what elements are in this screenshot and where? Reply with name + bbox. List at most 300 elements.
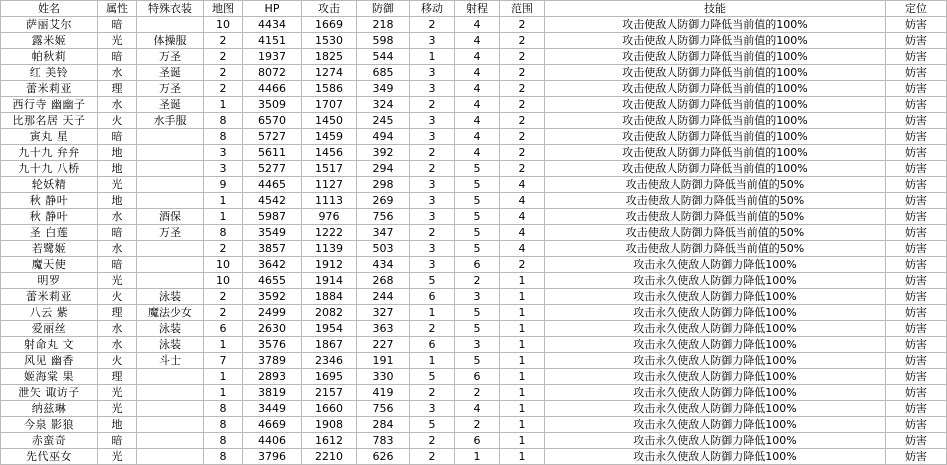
cell-map: 7	[204, 353, 243, 369]
cell-costume: 万圣	[137, 225, 204, 241]
cell-area: 1	[500, 273, 545, 289]
cell-range: 4	[455, 401, 500, 417]
cell-position: 妨害	[886, 209, 947, 225]
cell-defense: 434	[357, 257, 410, 273]
cell-attribute: 地	[98, 417, 137, 433]
column-header-name: 姓名	[1, 1, 98, 17]
cell-attribute: 水	[98, 321, 137, 337]
cell-map: 8	[204, 113, 243, 129]
cell-skill: 攻击使敌人防御力降低当前值的50%	[545, 177, 886, 193]
cell-range: 4	[455, 65, 500, 81]
column-header-attribute: 属性	[98, 1, 137, 17]
cell-movement: 5	[410, 417, 455, 433]
table-row	[1, 81, 947, 97]
cell-name: 蕾米莉亚	[1, 289, 98, 305]
cell-attack: 1867	[302, 337, 357, 353]
cell-attribute: 暗	[98, 257, 137, 273]
cell-position: 妨害	[886, 33, 947, 49]
cell-hp: 5611	[243, 145, 302, 161]
cell-name: 先代巫女	[1, 449, 98, 465]
cell-skill: 攻击使敌人防御力降低当前值的50%	[545, 225, 886, 241]
cell-area: 2	[500, 257, 545, 273]
cell-area: 2	[500, 145, 545, 161]
cell-range: 5	[455, 209, 500, 225]
cell-skill: 攻击使敌人防御力降低当前值的100%	[545, 97, 886, 113]
cell-costume: 水手服	[137, 113, 204, 129]
cell-area: 1	[500, 369, 545, 385]
cell-movement: 2	[410, 449, 455, 465]
cell-skill: 攻击永久使敌人防御力降低100%	[545, 401, 886, 417]
cell-movement: 5	[410, 369, 455, 385]
cell-area: 2	[500, 81, 545, 97]
cell-defense: 349	[357, 81, 410, 97]
cell-position: 妨害	[886, 225, 947, 241]
cell-map: 10	[204, 257, 243, 273]
cell-map: 2	[204, 81, 243, 97]
cell-attack: 1912	[302, 257, 357, 273]
cell-map: 3	[204, 161, 243, 177]
cell-costume	[137, 193, 204, 209]
cell-costume	[137, 385, 204, 401]
cell-hp: 4465	[243, 177, 302, 193]
cell-name: 西行寺 幽幽子	[1, 97, 98, 113]
cell-attribute: 水	[98, 241, 137, 257]
cell-attribute: 暗	[98, 225, 137, 241]
cell-range: 4	[455, 81, 500, 97]
cell-area: 1	[500, 337, 545, 353]
cell-area: 2	[500, 33, 545, 49]
cell-movement: 2	[410, 17, 455, 33]
cell-attribute: 火	[98, 289, 137, 305]
cell-hp: 2630	[243, 321, 302, 337]
cell-position: 妨害	[886, 401, 947, 417]
cell-range: 4	[455, 113, 500, 129]
cell-attack: 1450	[302, 113, 357, 129]
cell-name: 寅丸 星	[1, 129, 98, 145]
table-row	[1, 433, 947, 449]
cell-hp: 3857	[243, 241, 302, 257]
cell-attribute: 水	[98, 209, 137, 225]
cell-range: 5	[455, 193, 500, 209]
cell-position: 妨害	[886, 337, 947, 353]
cell-hp: 5727	[243, 129, 302, 145]
cell-attribute: 水	[98, 337, 137, 353]
cell-movement: 3	[410, 241, 455, 257]
cell-costume: 万圣	[137, 81, 204, 97]
cell-costume: 魔法少女	[137, 305, 204, 321]
cell-hp: 5987	[243, 209, 302, 225]
cell-movement: 3	[410, 65, 455, 81]
cell-name: 比那名居 天子	[1, 113, 98, 129]
cell-attack: 1825	[302, 49, 357, 65]
cell-map: 1	[204, 337, 243, 353]
table-row	[1, 321, 947, 337]
cell-position: 妨害	[886, 433, 947, 449]
cell-attribute: 理	[98, 305, 137, 321]
cell-attribute: 光	[98, 449, 137, 465]
cell-attribute: 水	[98, 65, 137, 81]
cell-skill: 攻击永久使敌人防御力降低100%	[545, 257, 886, 273]
cell-range: 4	[455, 145, 500, 161]
cell-movement: 6	[410, 289, 455, 305]
cell-position: 妨害	[886, 369, 947, 385]
cell-attack: 1456	[302, 145, 357, 161]
cell-map: 6	[204, 321, 243, 337]
cell-movement: 2	[410, 225, 455, 241]
cell-attribute: 水	[98, 97, 137, 113]
cell-attack: 1612	[302, 433, 357, 449]
table-row	[1, 209, 947, 225]
cell-defense: 685	[357, 65, 410, 81]
cell-position: 妨害	[886, 289, 947, 305]
table-row	[1, 337, 947, 353]
cell-attribute: 光	[98, 273, 137, 289]
cell-movement: 2	[410, 433, 455, 449]
column-header-attack: 攻击	[302, 1, 357, 17]
table-row	[1, 369, 947, 385]
cell-attack: 976	[302, 209, 357, 225]
cell-area: 1	[500, 417, 545, 433]
cell-movement: 5	[410, 273, 455, 289]
cell-position: 妨害	[886, 305, 947, 321]
cell-name: 今泉 影狼	[1, 417, 98, 433]
cell-range: 5	[455, 353, 500, 369]
cell-costume	[137, 449, 204, 465]
cell-area: 1	[500, 305, 545, 321]
cell-name: 明罗	[1, 273, 98, 289]
cell-attribute: 暗	[98, 49, 137, 65]
cell-attack: 1530	[302, 33, 357, 49]
cell-attack: 1222	[302, 225, 357, 241]
cell-name: 姬海棠 果	[1, 369, 98, 385]
cell-defense: 598	[357, 33, 410, 49]
cell-costume	[137, 145, 204, 161]
cell-attack: 2157	[302, 385, 357, 401]
cell-movement: 3	[410, 177, 455, 193]
cell-hp: 4542	[243, 193, 302, 209]
cell-range: 6	[455, 257, 500, 273]
cell-costume	[137, 241, 204, 257]
cell-costume	[137, 161, 204, 177]
cell-costume	[137, 129, 204, 145]
cell-attribute: 地	[98, 193, 137, 209]
cell-range: 5	[455, 225, 500, 241]
cell-defense: 294	[357, 161, 410, 177]
table-row	[1, 449, 947, 465]
cell-map: 3	[204, 145, 243, 161]
cell-defense: 756	[357, 401, 410, 417]
table-row	[1, 161, 947, 177]
cell-hp: 3819	[243, 385, 302, 401]
column-header-position: 定位	[886, 1, 947, 17]
cell-hp: 3549	[243, 225, 302, 241]
cell-movement: 2	[410, 321, 455, 337]
cell-attack: 2082	[302, 305, 357, 321]
cell-attack: 1914	[302, 273, 357, 289]
cell-costume: 体操服	[137, 33, 204, 49]
cell-hp: 3592	[243, 289, 302, 305]
cell-area: 2	[500, 161, 545, 177]
cell-attack: 1517	[302, 161, 357, 177]
cell-position: 妨害	[886, 81, 947, 97]
cell-skill: 攻击永久使敌人防御力降低100%	[545, 433, 886, 449]
cell-map: 8	[204, 401, 243, 417]
cell-skill: 攻击永久使敌人防御力降低100%	[545, 305, 886, 321]
cell-skill: 攻击使敌人防御力降低当前值的100%	[545, 65, 886, 81]
cell-costume	[137, 369, 204, 385]
cell-attribute: 理	[98, 369, 137, 385]
cell-attribute: 暗	[98, 129, 137, 145]
cell-hp: 6570	[243, 113, 302, 129]
cell-attack: 1669	[302, 17, 357, 33]
cell-hp: 3796	[243, 449, 302, 465]
cell-attack: 1954	[302, 321, 357, 337]
table-row	[1, 97, 947, 113]
cell-area: 1	[500, 289, 545, 305]
cell-attack: 1459	[302, 129, 357, 145]
cell-costume	[137, 273, 204, 289]
cell-skill: 攻击使敌人防御力降低当前值的100%	[545, 81, 886, 97]
cell-costume	[137, 417, 204, 433]
cell-costume: 泳装	[137, 289, 204, 305]
column-header-range: 射程	[455, 1, 500, 17]
cell-hp: 4434	[243, 17, 302, 33]
cell-skill: 攻击使敌人防御力降低当前值的100%	[545, 145, 886, 161]
cell-attribute: 光	[98, 385, 137, 401]
cell-attribute: 火	[98, 113, 137, 129]
cell-attack: 1274	[302, 65, 357, 81]
cell-defense: 330	[357, 369, 410, 385]
cell-defense: 347	[357, 225, 410, 241]
cell-name: 圣 白莲	[1, 225, 98, 241]
cell-position: 妨害	[886, 417, 947, 433]
table-header-row	[1, 1, 947, 17]
cell-costume: 泳装	[137, 321, 204, 337]
cell-name: 射命丸 文	[1, 337, 98, 353]
cell-attribute: 暗	[98, 17, 137, 33]
cell-range: 4	[455, 17, 500, 33]
cell-attribute: 光	[98, 33, 137, 49]
cell-defense: 244	[357, 289, 410, 305]
cell-attribute: 光	[98, 177, 137, 193]
cell-position: 妨害	[886, 49, 947, 65]
cell-attribute: 暗	[98, 433, 137, 449]
cell-skill: 攻击永久使敌人防御力降低100%	[545, 369, 886, 385]
cell-map: 2	[204, 241, 243, 257]
cell-hp: 4669	[243, 417, 302, 433]
cell-defense: 284	[357, 417, 410, 433]
cell-map: 9	[204, 177, 243, 193]
cell-map: 1	[204, 385, 243, 401]
cell-area: 4	[500, 241, 545, 257]
cell-skill: 攻击永久使敌人防御力降低100%	[545, 273, 886, 289]
cell-defense: 298	[357, 177, 410, 193]
cell-hp: 8072	[243, 65, 302, 81]
cell-skill: 攻击使敌人防御力降低当前值的100%	[545, 161, 886, 177]
cell-map: 2	[204, 65, 243, 81]
cell-range: 6	[455, 369, 500, 385]
cell-costume	[137, 401, 204, 417]
cell-skill: 攻击永久使敌人防御力降低100%	[545, 385, 886, 401]
cell-attribute: 光	[98, 401, 137, 417]
cell-area: 4	[500, 225, 545, 241]
cell-name: 红 美铃	[1, 65, 98, 81]
table-row	[1, 65, 947, 81]
cell-name: 纳兹琳	[1, 401, 98, 417]
cell-name: 秋 静叶	[1, 193, 98, 209]
cell-defense: 419	[357, 385, 410, 401]
cell-map: 1	[204, 209, 243, 225]
cell-costume: 斗士	[137, 353, 204, 369]
table-row	[1, 241, 947, 257]
cell-attack: 1139	[302, 241, 357, 257]
column-header-area: 范围	[500, 1, 545, 17]
cell-area: 1	[500, 449, 545, 465]
cell-defense: 626	[357, 449, 410, 465]
cell-range: 2	[455, 417, 500, 433]
table-row	[1, 273, 947, 289]
cell-hp: 4655	[243, 273, 302, 289]
cell-position: 妨害	[886, 273, 947, 289]
cell-defense: 392	[357, 145, 410, 161]
cell-attribute: 理	[98, 81, 137, 97]
cell-defense: 324	[357, 97, 410, 113]
cell-defense: 494	[357, 129, 410, 145]
cell-hp: 3576	[243, 337, 302, 353]
cell-movement: 3	[410, 33, 455, 49]
table-row	[1, 401, 947, 417]
cell-name: 九十九 弁弁	[1, 145, 98, 161]
cell-name: 秋 静叶	[1, 209, 98, 225]
cell-attribute: 地	[98, 161, 137, 177]
cell-range: 1	[455, 449, 500, 465]
cell-movement: 3	[410, 257, 455, 273]
cell-attack: 1884	[302, 289, 357, 305]
cell-area: 1	[500, 433, 545, 449]
cell-range: 3	[455, 289, 500, 305]
cell-movement: 3	[410, 113, 455, 129]
cell-costume: 圣诞	[137, 97, 204, 113]
cell-range: 4	[455, 129, 500, 145]
cell-defense: 503	[357, 241, 410, 257]
cell-skill: 攻击使敌人防御力降低当前值的100%	[545, 113, 886, 129]
cell-area: 1	[500, 385, 545, 401]
cell-defense: 269	[357, 193, 410, 209]
table-row	[1, 289, 947, 305]
cell-position: 妨害	[886, 241, 947, 257]
cell-area: 2	[500, 17, 545, 33]
cell-movement: 1	[410, 305, 455, 321]
cell-map: 8	[204, 225, 243, 241]
cell-skill: 攻击使敌人防御力降低当前值的100%	[545, 17, 886, 33]
table-row	[1, 193, 947, 209]
cell-position: 妨害	[886, 161, 947, 177]
table-row	[1, 177, 947, 193]
column-header-movement: 移动	[410, 1, 455, 17]
cell-costume: 酒保	[137, 209, 204, 225]
cell-hp: 4406	[243, 433, 302, 449]
cell-defense: 268	[357, 273, 410, 289]
table-row	[1, 257, 947, 273]
cell-attack: 1586	[302, 81, 357, 97]
cell-hp: 5277	[243, 161, 302, 177]
cell-name: 魔天使	[1, 257, 98, 273]
cell-movement: 3	[410, 193, 455, 209]
cell-defense: 227	[357, 337, 410, 353]
cell-area: 2	[500, 49, 545, 65]
cell-skill: 攻击永久使敌人防御力降低100%	[545, 289, 886, 305]
cell-hp: 2893	[243, 369, 302, 385]
cell-skill: 攻击使敌人防御力降低当前值的50%	[545, 193, 886, 209]
cell-map: 8	[204, 129, 243, 145]
cell-skill: 攻击使敌人防御力降低当前值的50%	[545, 209, 886, 225]
column-header-map: 地图	[204, 1, 243, 17]
cell-area: 1	[500, 353, 545, 369]
cell-area: 2	[500, 113, 545, 129]
cell-movement: 3	[410, 209, 455, 225]
cell-position: 妨害	[886, 65, 947, 81]
cell-name: 赤蛮奇	[1, 433, 98, 449]
cell-area: 4	[500, 193, 545, 209]
table-row	[1, 49, 947, 65]
cell-hp: 1937	[243, 49, 302, 65]
cell-movement: 1	[410, 49, 455, 65]
cell-map: 1	[204, 97, 243, 113]
cell-map: 10	[204, 273, 243, 289]
cell-map: 8	[204, 433, 243, 449]
cell-defense: 544	[357, 49, 410, 65]
cell-movement: 1	[410, 353, 455, 369]
cell-map: 8	[204, 449, 243, 465]
cell-range: 5	[455, 161, 500, 177]
cell-map: 2	[204, 289, 243, 305]
table-row	[1, 417, 947, 433]
cell-movement: 3	[410, 81, 455, 97]
cell-map: 8	[204, 417, 243, 433]
cell-hp: 3642	[243, 257, 302, 273]
table-row	[1, 33, 947, 49]
cell-movement: 2	[410, 385, 455, 401]
cell-hp: 2499	[243, 305, 302, 321]
cell-range: 4	[455, 49, 500, 65]
cell-name: 萨丽艾尔	[1, 17, 98, 33]
cell-range: 5	[455, 241, 500, 257]
cell-name: 露米姬	[1, 33, 98, 49]
cell-name: 轮妖精	[1, 177, 98, 193]
cell-range: 2	[455, 273, 500, 289]
cell-defense: 327	[357, 305, 410, 321]
table-row	[1, 225, 947, 241]
cell-skill: 攻击使敌人防御力降低当前值的100%	[545, 49, 886, 65]
cell-range: 2	[455, 385, 500, 401]
cell-area: 1	[500, 401, 545, 417]
cell-attack: 1113	[302, 193, 357, 209]
column-header-costume: 特殊衣装	[137, 1, 204, 17]
cell-skill: 攻击使敌人防御力降低当前值的50%	[545, 241, 886, 257]
cell-map: 1	[204, 193, 243, 209]
cell-position: 妨害	[886, 97, 947, 113]
cell-map: 10	[204, 17, 243, 33]
cell-name: 帕秋莉	[1, 49, 98, 65]
cell-position: 妨害	[886, 113, 947, 129]
cell-position: 妨害	[886, 257, 947, 273]
cell-defense: 756	[357, 209, 410, 225]
cell-range: 3	[455, 337, 500, 353]
cell-name: 八云 紫	[1, 305, 98, 321]
cell-costume	[137, 17, 204, 33]
cell-attack: 1695	[302, 369, 357, 385]
cell-hp: 3789	[243, 353, 302, 369]
